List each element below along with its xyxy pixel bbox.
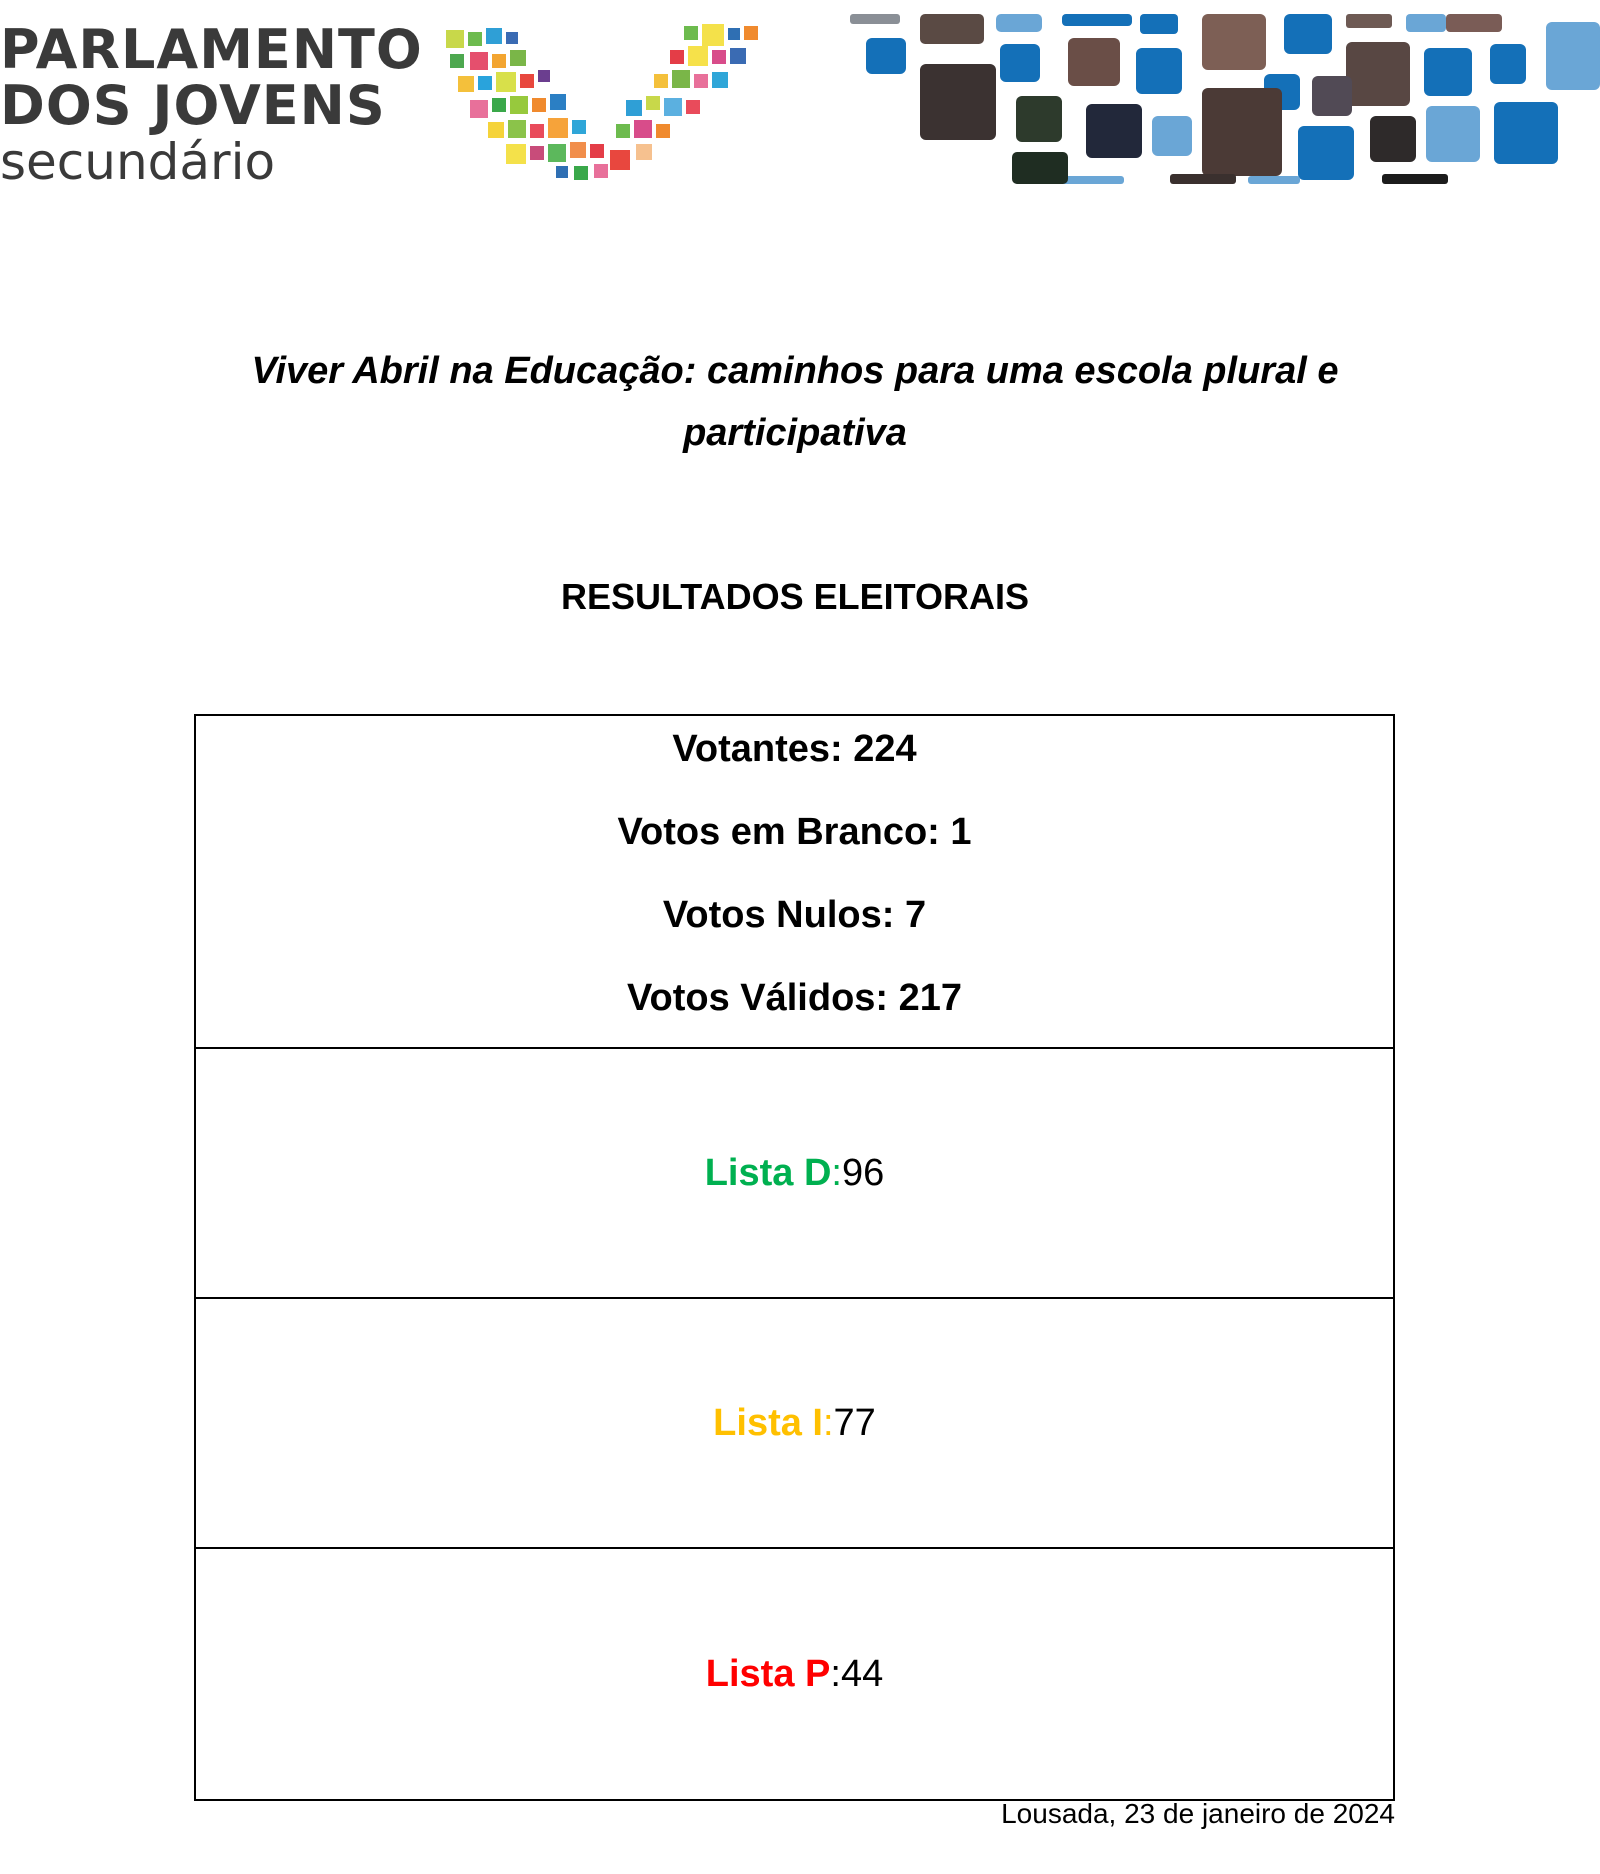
list-name-p: Lista P	[705, 1652, 831, 1695]
votos-brancos-line: Votos em Branco: 1	[617, 811, 972, 853]
logo-mosaic-icon	[440, 20, 760, 190]
votos-nulos-line: Votos Nulos: 7	[662, 894, 927, 936]
header	[0, 0, 1600, 200]
results-table	[194, 714, 1395, 1801]
list-separator-i: :	[822, 1401, 834, 1444]
footer-date: Lousada, 23 de janeiro de 2024	[1001, 1798, 1395, 1829]
list-name-d: Lista D	[704, 1151, 832, 1194]
votos-validos-line: Votos Válidos: 217	[626, 977, 963, 1019]
logo-line-parlamento: PARLAMENTO	[0, 18, 423, 81]
summary-cell	[196, 716, 1393, 1049]
section-heading: RESULTADOS ELEITORAIS	[560, 576, 1030, 617]
list-row-d	[196, 1049, 1393, 1299]
list-row-p	[196, 1549, 1393, 1799]
document-title	[160, 340, 1430, 464]
parlamento-jovens-logo	[0, 18, 423, 191]
votantes-line: Votantes: 224	[672, 728, 917, 770]
document-title-line-2: participativa	[683, 412, 907, 454]
list-row-i	[196, 1299, 1393, 1549]
photo-banner-collage	[850, 14, 1600, 184]
logo-line-dos-jovens: DOS JOVENS	[0, 74, 386, 137]
document-title-line-1: Viver Abril na Educação: caminhos para uma escola plural e	[251, 350, 1339, 392]
list-name-i: Lista I	[713, 1401, 823, 1444]
list-separator-d: :	[831, 1151, 842, 1194]
logo-line-secundario: secundário	[0, 133, 276, 191]
list-votes-p: 44	[840, 1652, 884, 1695]
list-votes-i: 77	[833, 1401, 876, 1444]
list-votes-d: 96	[841, 1151, 885, 1194]
list-separator-p: :	[830, 1652, 841, 1695]
